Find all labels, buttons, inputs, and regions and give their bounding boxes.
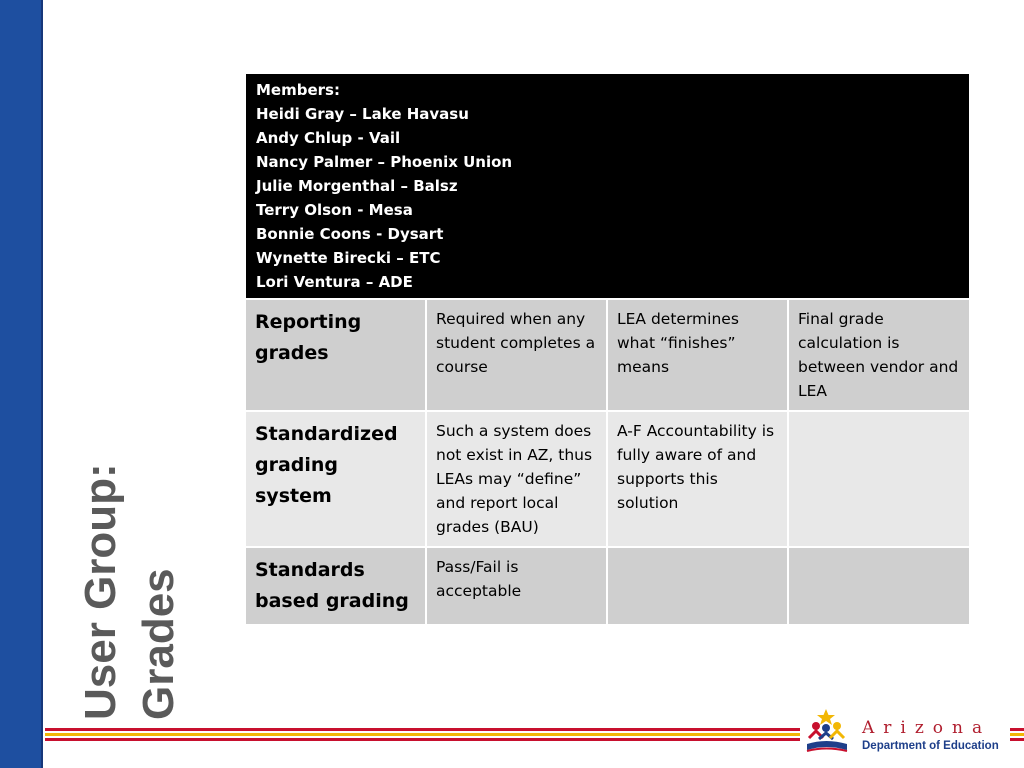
table-cell: [788, 411, 970, 547]
table-cell: [788, 547, 970, 625]
row-header-standards-based-grading: Standards based grading: [245, 547, 426, 625]
table-cell: Required when any student completes a course: [426, 299, 607, 411]
member-item: Nancy Palmer – Phoenix Union: [256, 153, 513, 171]
member-item: Julie Morgenthal – Balsz: [256, 177, 458, 195]
table-row: [245, 299, 970, 411]
table-cell: Pass/Fail is acceptable: [426, 547, 607, 625]
user-group-table: [244, 72, 971, 626]
ade-logo-mark-icon: [804, 708, 856, 756]
table-cell: LEA determines what “finishes” means: [607, 299, 788, 411]
member-item: Bonnie Coons - Dysart: [256, 225, 444, 243]
table-cell: Final grade calculation is between vendor and LEA: [788, 299, 970, 411]
row-header-reporting-grades: Reporting grades: [245, 299, 426, 411]
table-row: [245, 547, 970, 625]
ade-logo: [800, 706, 1010, 758]
row-header-standardized-grading-system: Standardized grading system: [245, 411, 426, 547]
table-cell: A-F Accountability is fully aware of and supports this solution: [607, 411, 788, 547]
member-item: Wynette Birecki – ETC: [256, 249, 441, 267]
logo-department-name: Department of Education: [862, 740, 999, 752]
table-cell: [607, 547, 788, 625]
logo-state-name: Arizona: [862, 718, 992, 738]
member-item: Andy Chlup - Vail: [256, 129, 401, 147]
table-cell: Such a system does not exist in AZ, thus LEAs may “define” and report local grades (BAU): [426, 411, 607, 547]
member-item: Heidi Gray – Lake Havasu: [256, 105, 469, 123]
left-accent-bar: [0, 0, 43, 768]
slide-title-line-1: User Group:: [76, 463, 125, 720]
members-heading: Members:: [256, 81, 340, 99]
member-item: Terry Olson - Mesa: [256, 201, 413, 219]
table-row: [245, 411, 970, 547]
slide-title-line-2: Grades: [134, 568, 183, 720]
members-cell: [245, 73, 970, 299]
members-row: [245, 73, 970, 299]
member-item: Lori Ventura – ADE: [256, 273, 413, 291]
